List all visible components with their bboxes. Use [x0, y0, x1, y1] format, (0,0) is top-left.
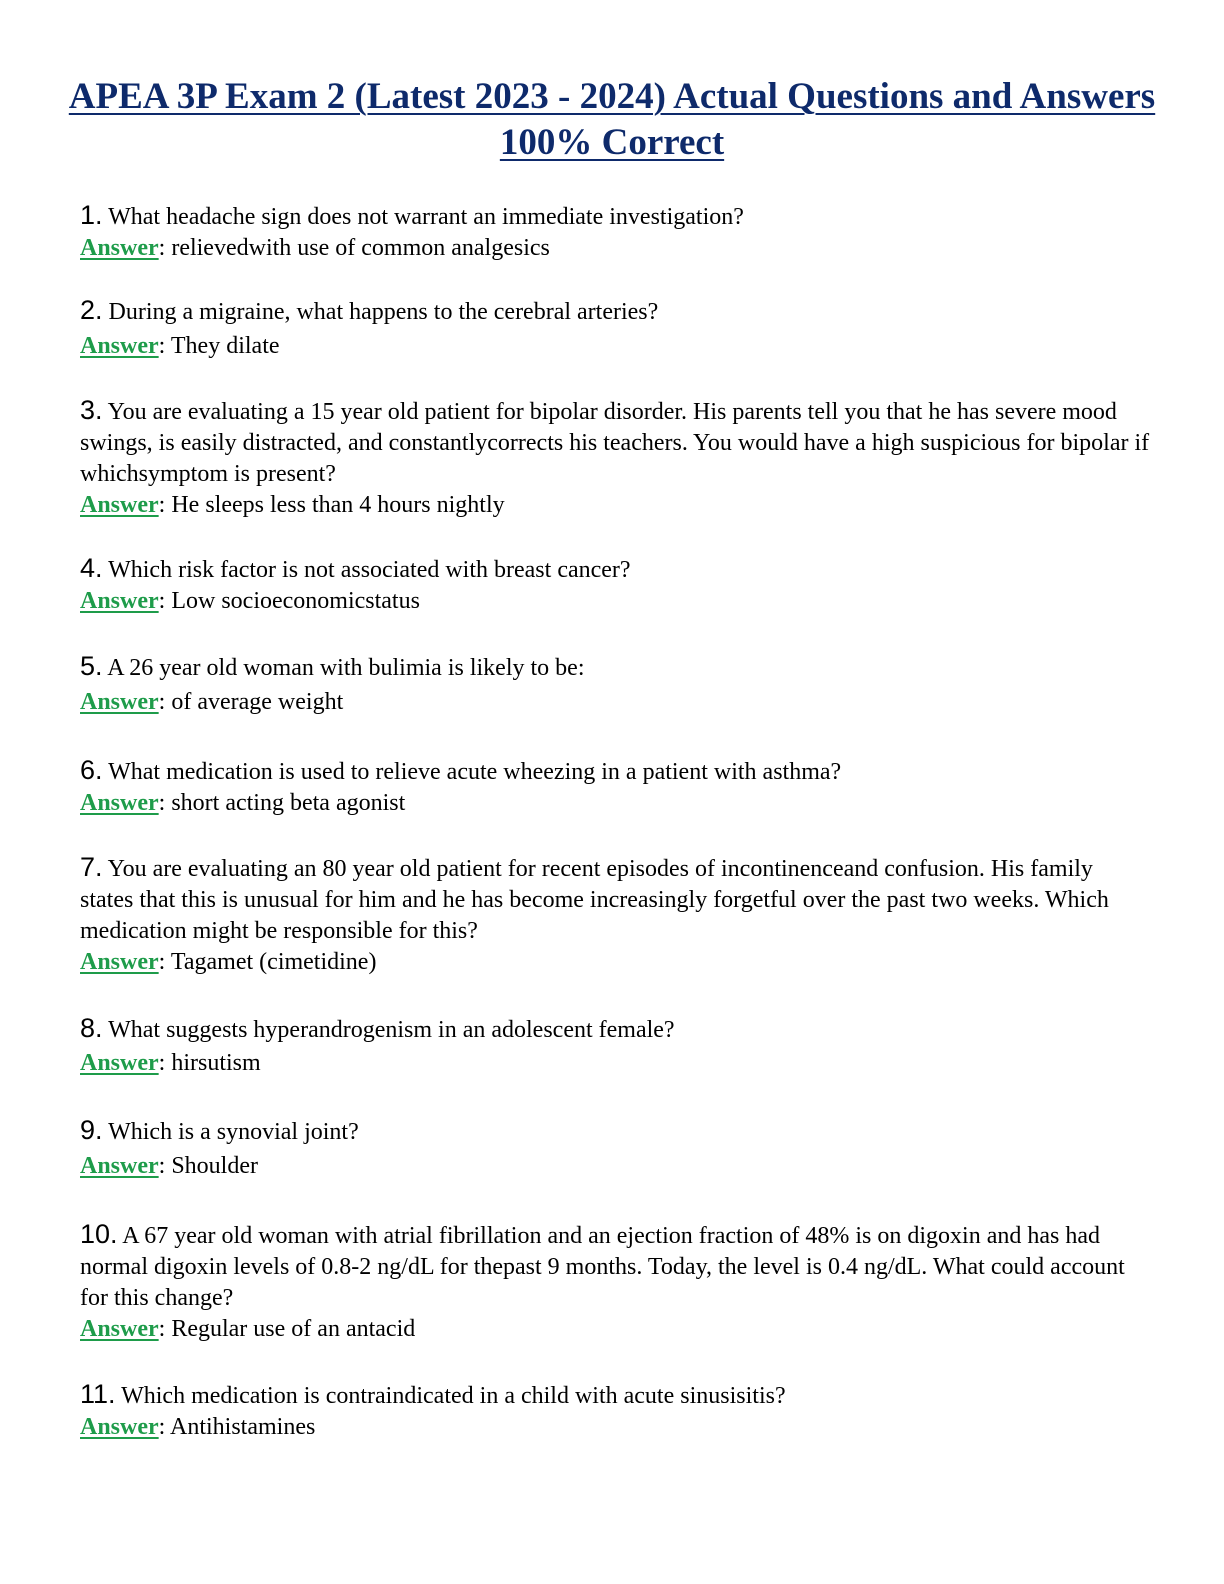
answer-text: Regular use of an antacid	[171, 1316, 416, 1342]
answer-text: Tagamet (cimetidine)	[170, 949, 377, 975]
question	[80, 1115, 1150, 1148]
question-text: Which medication is contraindicated in a child with acute sinusisitis?	[121, 1383, 786, 1409]
qa-item	[80, 1013, 1150, 1079]
question-number: 11.	[80, 1379, 116, 1409]
answer-label: Answer	[80, 689, 159, 715]
question	[80, 200, 1150, 233]
answer-label: Answer	[80, 333, 159, 359]
question-number: 7.	[80, 852, 103, 882]
document-title: APEA 3P Exam 2 (Latest 2023 - 2024) Actual Questions and Answers 100% Correct	[68, 76, 1156, 163]
question-text: You are evaluating a 15 year old patient for bipolar disorder. His parents tell you that he has severe mood swings, is easily distracted, and constantlycorrects his teachers. You would have a high suspicious for bipolar if whichsymptom is present?	[80, 399, 1150, 487]
question-number: 9.	[80, 1115, 103, 1145]
question-number: 8.	[80, 1013, 103, 1043]
qa-item	[80, 1115, 1150, 1182]
question-number: 3.	[80, 395, 103, 425]
answer-label: Answer	[80, 235, 159, 261]
answer: Answer: hirsutism	[80, 1050, 261, 1076]
qa-item	[80, 755, 1150, 819]
question-text: You are evaluating an 80 year old patient for recent episodes of incontinenceand confusion. His family states that this is unusual for him and he has become increasingly forgetful over the past two weeks. Which medication might be responsible for this?	[80, 856, 1109, 944]
answer-label: Answer	[80, 1050, 159, 1076]
qa-item	[80, 1379, 1150, 1443]
answer-label: Answer	[80, 790, 159, 816]
question-text: During a migraine, what happens to the cerebral arteries?	[108, 299, 659, 325]
answer: Answer: Antihistamines	[80, 1414, 316, 1440]
question-number: 10.	[80, 1219, 118, 1249]
answer-label: Answer	[80, 1316, 159, 1342]
answer: Answer: Tagamet (cimetidine)	[80, 949, 377, 975]
question-text: A 67 year old woman with atrial fibrillation and an ejection fraction of 48% is on digoxin and has had normal digoxin levels of 0.8-2 ng/dL for thepast 9 months. Today, the level is 0.4 ng/dL. What could account for this change?	[80, 1223, 1125, 1311]
answer-label: Answer	[80, 492, 159, 518]
question	[80, 553, 1150, 586]
answer-text: Antihistamines	[170, 1414, 316, 1440]
question-number: 1.	[80, 200, 103, 230]
qa-list	[80, 200, 1150, 1443]
answer-text: hirsutism	[171, 1050, 261, 1076]
answer-text: He sleeps less than 4 hours nightly	[171, 492, 505, 518]
question-text: What suggests hyperandrogenism in an adolescent female?	[108, 1017, 675, 1043]
question	[80, 755, 1150, 788]
answer: Answer: Regular use of an antacid	[80, 1316, 416, 1342]
answer-text: They dilate	[170, 333, 280, 359]
question-text: What headache sign does not warrant an immediate investigation?	[108, 204, 744, 230]
qa-item	[80, 852, 1150, 978]
question	[80, 1219, 1150, 1314]
qa-item	[80, 395, 1150, 521]
answer-text: short acting beta agonist	[171, 790, 406, 816]
question	[80, 295, 1150, 328]
question-text: A 26 year old woman with bulimia is likely to be:	[107, 655, 585, 681]
question	[80, 1379, 1150, 1412]
answer: Answer: short acting beta agonist	[80, 790, 406, 816]
question-text: Which is a synovial joint?	[108, 1119, 359, 1145]
question	[80, 1013, 1150, 1046]
answer-label: Answer	[80, 1414, 159, 1440]
answer-label: Answer	[80, 588, 159, 614]
question-number: 5.	[80, 651, 103, 681]
answer: Answer: He sleeps less than 4 hours nightly	[80, 492, 505, 518]
question	[80, 852, 1150, 947]
answer: Answer: Low socioeconomicstatus	[80, 588, 420, 614]
question-text: What medication is used to relieve acute wheezing in a patient with asthma?	[108, 759, 842, 785]
question-number: 6.	[80, 755, 103, 785]
answer-text: of average weight	[171, 689, 344, 715]
answer: Answer: They dilate	[80, 333, 280, 359]
answer-text: Low socioeconomicstatus	[171, 588, 420, 614]
question-number: 4.	[80, 553, 103, 583]
question	[80, 395, 1150, 490]
qa-item	[80, 553, 1150, 617]
qa-item	[80, 1219, 1150, 1345]
qa-item	[80, 295, 1150, 362]
answer-label: Answer	[80, 1153, 159, 1179]
question-number: 2.	[80, 295, 103, 325]
answer-text: relievedwith use of common analgesics	[171, 235, 550, 261]
qa-item	[80, 651, 1150, 718]
answer: Answer: of average weight	[80, 689, 344, 715]
answer: Answer: relievedwith use of common analgesics	[80, 235, 550, 261]
qa-item	[80, 200, 1150, 264]
answer-label: Answer	[80, 949, 159, 975]
question-text: Which risk factor is not associated with breast cancer?	[108, 557, 631, 583]
question	[80, 651, 1150, 684]
answer-text: Shoulder	[171, 1153, 258, 1179]
answer: Answer: Shoulder	[80, 1153, 258, 1179]
